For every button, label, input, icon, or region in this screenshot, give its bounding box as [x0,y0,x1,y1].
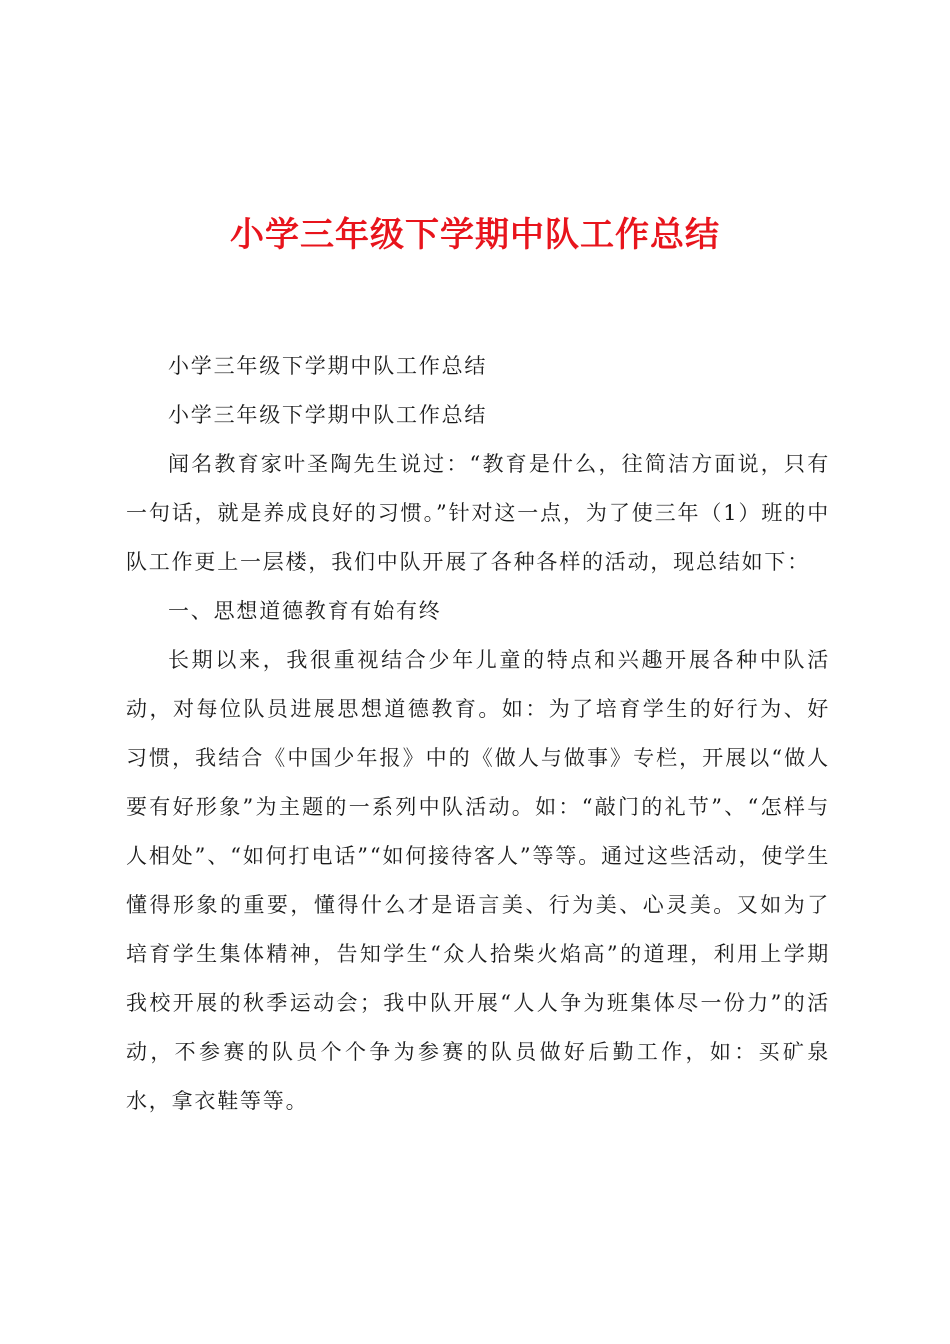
paragraph-intro: 闻名教育家叶圣陶先生说过：“教育是什么，往简洁方面说，只有一句话，就是养成良好的习惯。”针对这一点，为了使三年（1）班的中队工作更上一层楼，我们中队开展了各种各样的活动，现总结如下： [126,452,830,574]
document-title: 小学三年级下学期中队工作总结 [230,215,720,255]
paragraph-subtitle-2: 小学三年级下学期中队工作总结 [168,403,488,427]
paragraph-section-1: 长期以来，我很重视结合少年儿童的特点和兴趣开展各种中队活动，对每位队员进展思想道德教育。如：为了培育学生的好行为、好习惯，我结合《中国少年报》中的《做人与做事》专栏，开展以“做人要有好形象”为主题的一系列中队活动。如：“敲门的礼节”、“怎样与人相处”、“如何打电话”“如何接待客人”等等。通过这些活动，使学生懂得形象的重要，懂得什么才是语言美、行为美、心灵美。又如为了培育学生集体精神，告知学生“众人拾柴火焰高”的道理，利用上学期我校开展的秋季运动会；我中队开展“人人争为班集体尽一份力”的活动，不参赛的队员个个争为参赛的队员做好后勤工作，如：买矿泉水，拿衣鞋等等。 [126,648,830,1113]
document-body [126,342,830,1126]
section-heading-1: 一、思想道德教育有始有终 [168,599,442,623]
paragraph-subtitle-1: 小学三年级下学期中队工作总结 [168,354,488,378]
